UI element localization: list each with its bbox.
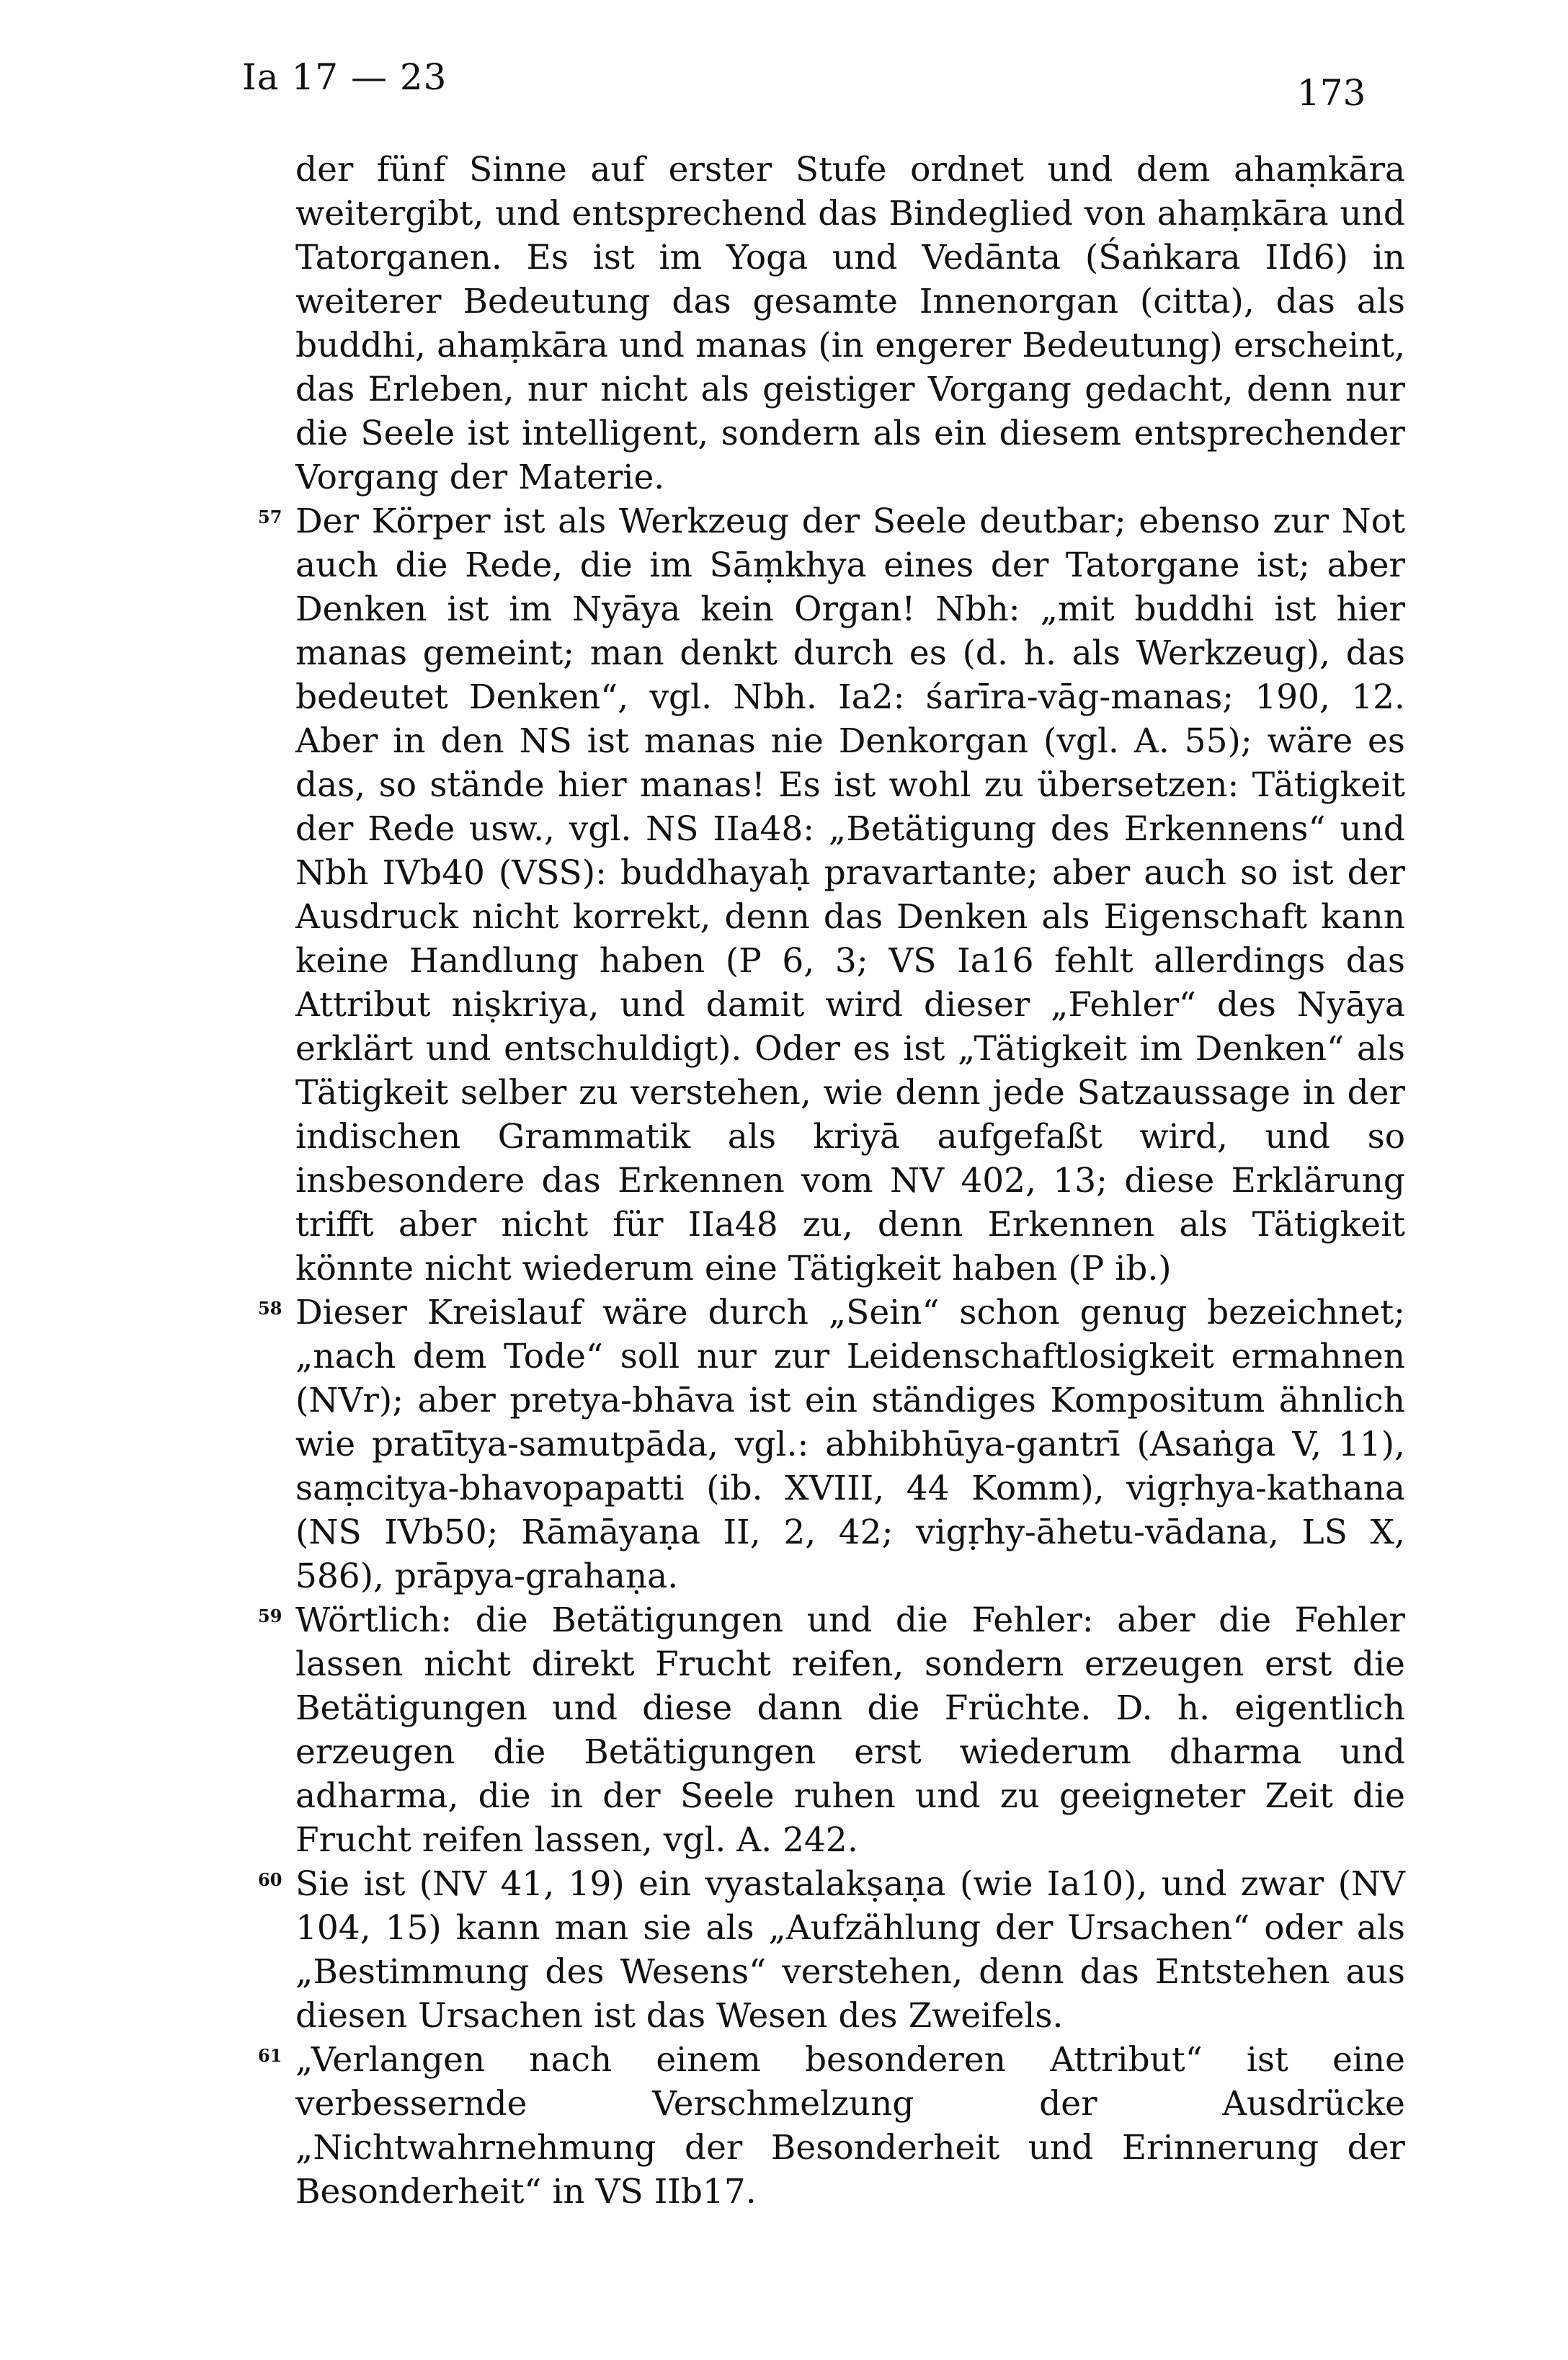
page-body: [258, 148, 1405, 2214]
footnote-text: „Verlangen nach einem besonderen Attribut“ ist eine verbessernde Verschmelzung der Ausdrücke „Nichtwahrnehmung der Besonderheit und Erinnerung der Besonderheit“ in VS IIb17.: [295, 2040, 1405, 2212]
footnote-58: [258, 1291, 1405, 1598]
intro-paragraph: der fünf Sinne auf erster Stufe ordnet und dem ahaṃkāra weitergibt, und entsprechend das Bindeglied von ahaṃkāra und Tatorganen. Es ist im Yoga und Vedānta (Śaṅkara IId6) in weiterer Bedeutung das gesamte Innenorgan (citta), das als buddhi, ahaṃkāra und manas (in engerer Bedeutung) erscheint, das Erleben, nur nicht als geistiger Vorgang gedacht, denn nur die Seele ist intelligent, sondern als ein diesem entsprechender Vorgang der Materie.: [295, 150, 1405, 497]
footnote-61: [258, 2038, 1405, 2214]
footnote-59: [258, 1598, 1405, 1862]
footnote-number: 57: [258, 507, 282, 527]
running-header: Ia 17 — 23: [242, 56, 447, 98]
footnote-number: 59: [258, 1606, 282, 1626]
footnote-text: Der Körper ist als Werkzeug der Seele deutbar; ebenso zur Not auch die Rede, die im Sāṃkhya eines der Tatorgane ist; aber Denken ist im Nyāya kein Organ! Nbh: „mit buddhi ist hier manas gemeint; man denkt durch es (d. h. als Werkzeug), das bedeutet Denken“, vgl. Nbh. Ia2: śarīra-vāg-manas; 190, 12. Aber in den NS ist manas nie Denkorgan (vgl. A. 55); wäre es das, so stände hier manas! Es ist wohl zu übersetzen: Tätigkeit der Rede usw., vgl. NS IIa48: „Betätigung des Erkennens“ und Nbh IVb40 (VSS): buddhayaḥ pravartante; aber auch so ist der Ausdruck nicht korrekt, denn das Denken als Eigenschaft kann keine Handlung haben (P 6, 3; VS Ia16 fehlt allerdings das Attribut niṣkriya, und damit wird dieser „Fehler“ des Nyāya erklärt und entschuldigt). Oder es ist „Tätigkeit im Denken“ als Tätigkeit selber zu verstehen, wie denn jede Satzaussage in der indischen Grammatik als kriyā aufgefaßt wird, und so insbesondere das Erkennen vom NV 402, 13; diese Erklärung trifft aber nicht für IIa48 zu, denn Erkennen als Tätigkeit könnte nicht wiederum eine Tätigkeit haben (P ib.): [295, 502, 1405, 1288]
footnote-text: Sie ist (NV 41, 19) ein vyastalakṣaṇa (wie Ia10), und zwar (NV 104, 15) kann man sie als „Aufzählung der Ursachen“ oder als „Bestimmung des Wesens“ verstehen, denn das Entstehen aus diesen Ursachen ist das Wesen des Zweifels.: [295, 1864, 1405, 2036]
footnote-number: 58: [258, 1298, 282, 1319]
footnote-text: Dieser Kreislauf wäre durch „Sein“ schon genug bezeichnet; „nach dem Tode“ soll nur zur Leidenschaftlosigkeit ermahnen (NVr); aber pretya-bhāva ist ein ständiges Kompositum ähnlich wie pratītya-samutpāda, vgl.: abhibhūya-gantrī (Asaṅga V, 11), saṃcitya-bhavopapatti (ib. XVIII, 44 Komm), vigṛhya-kathana (NS IVb50; Rāmāyaṇa II, 2, 42; vigṛhy-āhetu-vādana, LS X, 586), prāpya-grahaṇa.: [295, 1293, 1405, 1596]
footnote-number: 61: [258, 2045, 282, 2066]
footnote-60: [258, 1862, 1405, 2038]
footnote-text: Wörtlich: die Betätigungen und die Fehler: aber die Fehler lassen nicht direkt Frucht reifen, sondern erzeugen erst die Betätigungen und diese dann die Früchte. D. h. eigentlich erzeugen die Betätigungen erst wiederum dharma und adharma, die in der Seele ruhen und zu geeigneter Zeit die Frucht reifen lassen, vgl. A. 242.: [295, 1600, 1405, 1860]
page-number: 173: [1297, 72, 1366, 114]
footnote-number: 60: [258, 1869, 282, 1890]
footnote-57: [258, 499, 1405, 1291]
